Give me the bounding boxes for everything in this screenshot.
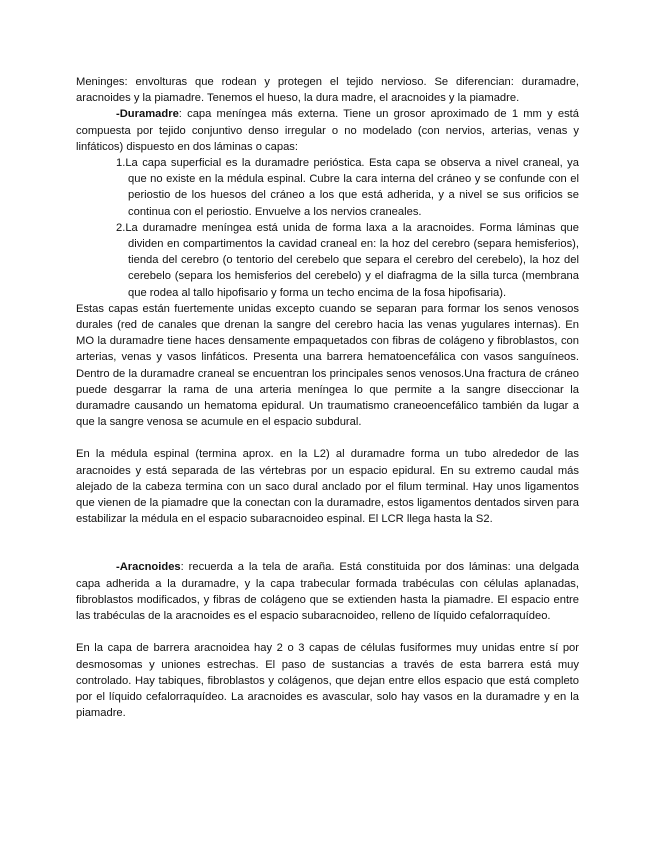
duramadre-paragraph-3: En la médula espinal (termina aprox. en la L2) al duramadre forma un tubo alrededor de las aracnoides y está separada de las vértebras por un espacio epidural. En su extremo caudal más alejado de la cabeza termina con un saco dural anclado por el filum terminal. Hay unos ligamentos que vienen de la piamadre que la conectan con la duramadre, estos ligamentos dentados sirven para estabilizar la médula en el espacio subaracnoideo espinal. El LCR llega hasta la S2. xyxy=(76,448,579,526)
list-item: 2.La duramadre meníngea está unida de forma laxa a la aracnoides. Forma láminas que dividen en compartimentos la cavidad craneal en: la hoz del cerebro (separa hemisferios), tienda del cerebro (o tentorio del cerebelo que separa el cerebro del cerebelo), la hoz del cerebelo (separa los hemisferios del cerebelo) y el diafragma de la silla turca (membrana que rodea al tallo hipofisario y forma un techo encima de la fosa hipofisaria). xyxy=(116,221,579,299)
duramadre-heading: -Duramadre xyxy=(116,108,179,121)
aracnoides-paragraph xyxy=(76,559,579,624)
duramadre-paragraph-2: Estas capas están fuertemente unidas excepto cuando se separan para formar los senos venosos durales (red de canales que drenan la sangre del cerebro hacia las venas yugulares internas). En MO la duramadre tiene haces densamente empaquetados con fibras de colágeno y fibroblastos, con arterias, venas y vasos linfáticos. Presenta una barrera hematoencefálica con vasos sanguíneos. Dentro de la duramadre craneal se encuentran los principales senos venosos.Una fractura de cráneo puede desgarrar la rama de una arteria meníngea lo que permite a la sangre diseccionar la duramadre causando un hematoma epidural. Un traumatismo craneoencefálico también da lugar a que la sangre venosa se acumule en el espacio subdural. xyxy=(76,302,579,429)
aracnoides-text: : recuerda a la tela de araña. Está constituida por dos láminas: una delgada capa adherida a la duramadre, y la capa trabecular formada trabéculas con células aplanadas, fibroblastos modificados, y fibras de colágeno que se extienden hasta la piamadre. El espacio entre las trabéculas de la aracnoides es el espacio subaracnoideo, relleno de líquido cefalorraquídeo. xyxy=(76,561,579,623)
duramadre-layers-list xyxy=(116,155,579,301)
duramadre-text: : capa meníngea más externa. Tiene un grosor aproximado de 1 mm y está compuesta por tejido conjuntivo denso irregular o no modelado (con nervios, arterias, venas y linfáticos) dispuesto en dos láminas o capas: xyxy=(76,108,579,153)
document-page xyxy=(76,74,579,721)
aracnoides-paragraph-2: En la capa de barrera aracnoidea hay 2 o 3 capas de células fusiformes muy unidas entre sí por desmosomas y uniones estrechas. El paso de sustancias a través de esta barrera está muy controlado. Hay tabiques, fibroblastos y colágenos, que dejan entre ellos espacio que está completo por el líquido cefalorraquídeo. La aracnoides es avascular, solo hay vasos en la duramadre y en la piamadre. xyxy=(76,642,579,720)
intro-paragraph: Meninges: envolturas que rodean y protegen el tejido nervioso. Se diferencian: duramadre, aracnoides y la piamadre. Tenemos el hueso, la dura madre, el aracnoides y la piamadre. xyxy=(76,76,579,105)
list-item: 1.La capa superficial es la duramadre perióstica. Esta capa se observa a nivel craneal, ya que no existe en la médula espinal. Cubre la cara interna del cráneo y se confunde con el periostio de los huesos del cráneo a los que está adherida, y a nivel se sus orificios se continua con el periostio. Envuelve a los nervios craneales. xyxy=(116,157,579,218)
aracnoides-heading: -Aracnoides xyxy=(116,561,181,574)
duramadre-paragraph xyxy=(76,106,579,155)
